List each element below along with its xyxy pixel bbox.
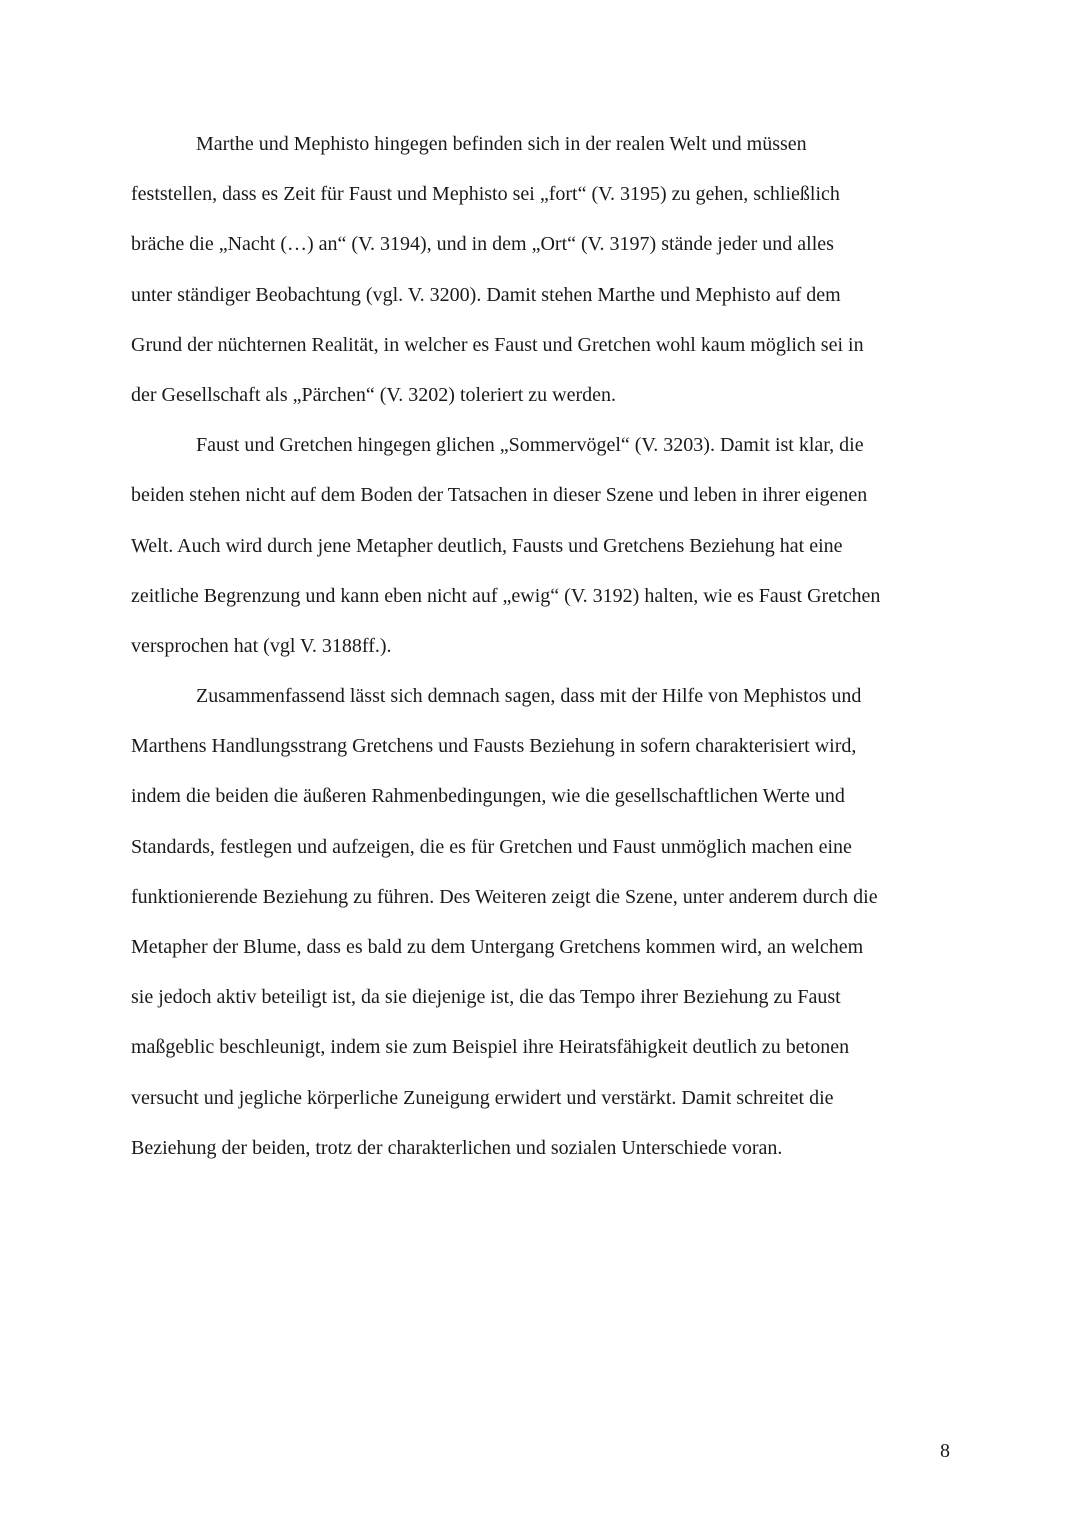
text-line: feststellen, dass es Zeit für Faust und Mephisto sei „fort“ (V. 3195) zu gehen, schließlich bbox=[131, 183, 840, 206]
text-line: Marthe und Mephisto hingegen befinden sich in der realen Welt und müssen bbox=[196, 133, 807, 155]
text-line: zeitliche Begrenzung und kann eben nicht auf „ewig“ (V. 3192) halten, wie es Faust Gretchen bbox=[131, 584, 881, 607]
text-line: indem die beiden die äußeren Rahmenbedingungen, wie die gesellschaftlichen Werte und bbox=[131, 785, 845, 808]
body-text bbox=[131, 119, 951, 1173]
text-line: bräche die „Nacht (…) an“ (V. 3194), und in dem „Ort“ (V. 3197) stände jeder und alles bbox=[131, 233, 834, 256]
text-line: versprochen hat (vgl V. 3188ff.). bbox=[131, 634, 392, 657]
text-line: beiden stehen nicht auf dem Boden der Tatsachen in dieser Szene und leben in ihrer eigenen bbox=[131, 484, 868, 507]
paragraph-2 bbox=[131, 420, 951, 671]
text-line: versucht und jegliche körperliche Zuneigung erwidert und verstärkt. Damit schreitet die bbox=[131, 1086, 834, 1109]
text-line: Beziehung der beiden, trotz der charakterlichen und sozialen Unterschiede voran. bbox=[131, 1136, 783, 1159]
text-line: der Gesellschaft als „Pärchen“ (V. 3202) toleriert zu werden. bbox=[131, 383, 616, 406]
text-line: Zusammenfassend lässt sich demnach sagen, dass mit der Hilfe von Mephistos und bbox=[196, 685, 862, 708]
page-number: 8 bbox=[940, 1440, 950, 1462]
paragraph-1 bbox=[131, 119, 951, 420]
text-line: Welt. Auch wird durch jene Metapher deutlich, Fausts und Gretchens Beziehung hat eine bbox=[131, 534, 843, 557]
text-line: unter ständiger Beobachtung (vgl. V. 3200). Damit stehen Marthe und Mephisto auf dem bbox=[131, 283, 841, 306]
text-line: Metapher der Blume, dass es bald zu dem Untergang Gretchens kommen wird, an welchem bbox=[131, 936, 864, 958]
text-line: funktionierende Beziehung zu führen. Des Weiteren zeigt die Szene, unter anderem durch die bbox=[131, 885, 878, 908]
text-line: maßgeblic beschleunigt, indem sie zum Beispiel ihre Heiratsfähigkeit deutlich zu betonen bbox=[131, 1036, 850, 1059]
text-line: Grund der nüchternen Realität, in welcher es Faust und Gretchen wohl kaum möglich sei in bbox=[131, 333, 864, 356]
text-line: Marthens Handlungsstrang Gretchens und Fausts Beziehung in sofern charakterisiert wird, bbox=[131, 735, 857, 758]
text-line: Faust und Gretchen hingegen glichen „Sommervögel“ (V. 3203). Damit ist klar, die bbox=[196, 434, 864, 457]
text-line: Standards, festlegen und aufzeigen, die es für Gretchen und Faust unmöglich machen eine bbox=[131, 835, 852, 858]
paragraph-3 bbox=[131, 671, 951, 1173]
text-line: sie jedoch aktiv beteiligt ist, da sie diejenige ist, die das Tempo ihrer Beziehung zu Faust bbox=[131, 986, 841, 1009]
